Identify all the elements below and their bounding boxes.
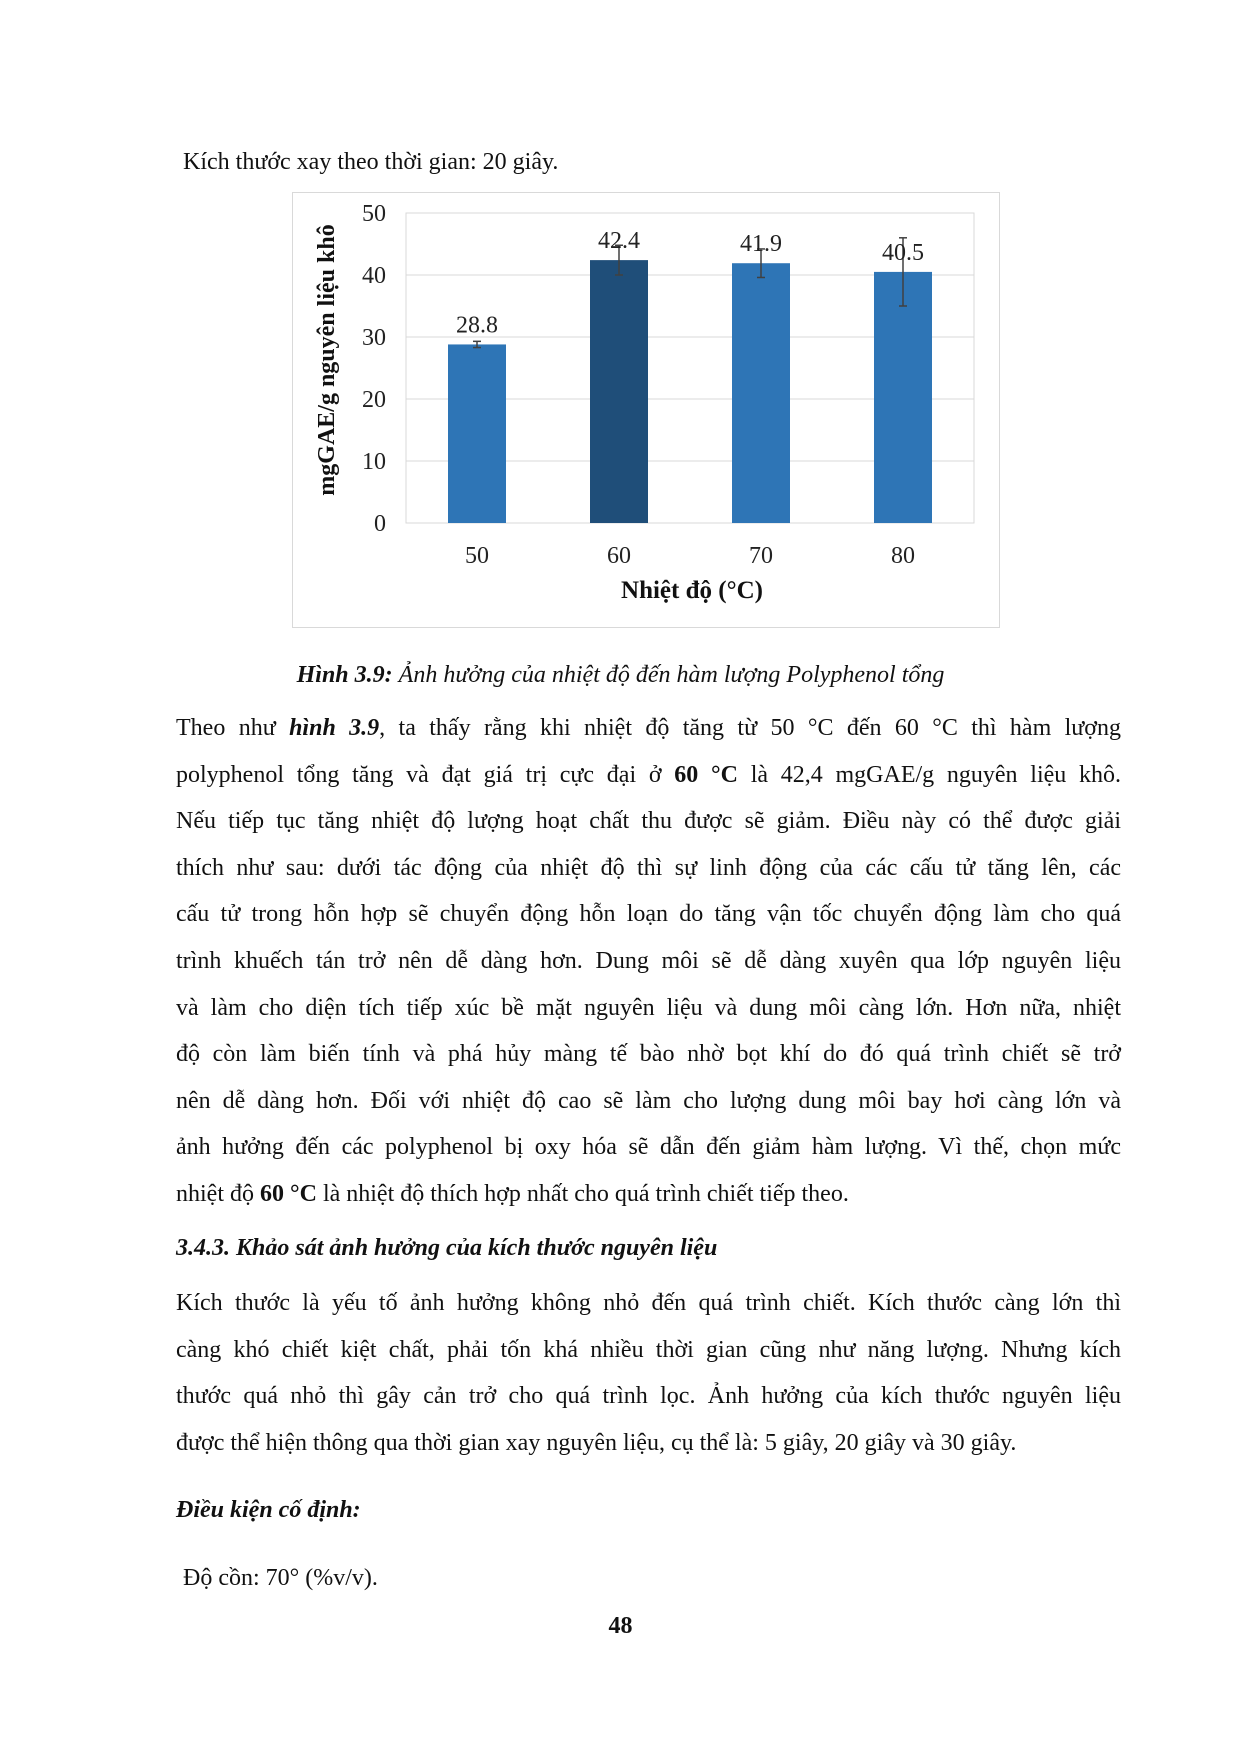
highlight-temperature: 60 °C [674,761,738,788]
body-paragraph-1 [176,710,1121,1223]
bar-chart [293,193,1001,629]
paragraph-line: thước quá nhỏ thì gây cản trở cho quá trình lọc. Ảnh hưởng của kích thước nguyên liệu [176,1383,1121,1410]
x-axis-title: Nhiệt độ (°C) [621,577,763,604]
bar [874,272,932,523]
paragraph-line: polyphenol tổng tăng và đạt giá trị cực đại ở 60 °C là 42,4 mgGAE/g nguyên liệu khô. [176,761,1122,788]
figure-chart [292,192,1000,628]
data-label: 28.8 [456,312,498,339]
paragraph-line: cấu tử trong hỗn hợp sẽ chuyển động hỗn loạn do tăng vận tốc chuyển động làm cho quá [176,901,1121,928]
paragraph-line: ảnh hưởng đến các polyphenol bị oxy hóa sẽ dẫn đến giảm hàm lượng. Vì thế, chọn mức [176,1134,1121,1161]
figure-caption-text: Ảnh hưởng của nhiệt độ đến hàm lượng Polyphenol tổng [392,662,945,688]
body-paragraph-2 [176,1285,1121,1471]
x-tick-label: 60 [607,543,631,569]
figure-caption-label: Hình 3.9: [296,662,393,688]
y-tick-label: 50 [362,201,386,227]
paragraph-line: càng khó chiết kiệt chất, phải tốn khá nhiều thời gian cũng như năng lượng. Nhưng kích [176,1336,1121,1363]
highlight-temperature: 60 °C [260,1180,317,1207]
data-label: 42.4 [598,228,640,255]
paragraph-line: thích như sau: dưới tác động của nhiệt độ thì sự linh động của các cấu tử tăng lên, các [176,854,1121,881]
paragraph-line: Nếu tiếp tục tăng nhiệt độ lượng hoạt chất thu được sẽ giảm. Điều này có thể được giải [176,808,1121,835]
x-tick-label: 80 [891,543,915,569]
y-tick-label: 20 [362,387,386,413]
bar [590,260,648,523]
conditions-line: Độ cồn: 70° (%v/v). [183,1565,378,1591]
figure-reference: hình 3.9 [289,715,380,741]
paragraph-line: nên dễ dàng hơn. Đối với nhiệt độ cao sẽ làm cho lượng dung môi bay hơi càng lớn và [176,1087,1121,1114]
page-number: 48 [608,1613,633,1639]
x-tick-label: 70 [749,543,773,569]
paragraph-line: và làm cho diện tích tiếp xúc bề mặt nguyên liệu và dung môi càng lớn. Hơn nữa, nhiệt [176,994,1121,1021]
paragraph-line: được thể hiện thông qua thời gian xay nguyên liệu, cụ thể là: 5 giây, 20 giây và 30 giây. [176,1429,1017,1456]
paragraph-line: Theo như hình 3.9, ta thấy rằng khi nhiệt độ tăng từ 50 °C đến 60 °C thì hàm lượng [176,715,1121,741]
paragraph-line: trình khuếch tán trở nên dễ dàng hơn. Dung môi sẽ dễ dàng xuyên qua lớp nguyên liệu [176,947,1121,974]
data-label: 41.9 [740,231,782,258]
figure-caption [0,662,1241,689]
y-tick-label: 10 [362,449,386,475]
data-label: 40.5 [882,239,924,266]
y-tick-label: 40 [362,263,386,289]
bar [732,263,790,523]
x-tick-label: 50 [465,543,489,569]
y-tick-label: 30 [362,325,386,351]
y-axis-title: mgGAE/g nguyên liệu khô [314,224,340,496]
section-heading: 3.4.3. Khảo sát ảnh hưởng của kích thước nguyên liệu [176,1235,718,1261]
y-tick-label: 0 [374,511,386,537]
conditions-heading: Điều kiện cố định: [176,1497,361,1523]
bar [448,344,506,523]
paragraph-line: Kích thước là yếu tố ảnh hưởng không nhỏ đến quá trình chiết. Kích thước càng lớn thì [176,1290,1121,1316]
paragraph-line: độ còn làm biến tính và phá hủy màng tế bào nhờ bọt khí do đó quá trình chiết sẽ trở [176,1041,1121,1068]
intro-line: Kích thước xay theo thời gian: 20 giây. [183,149,559,175]
paragraph-line: nhiệt độ 60 °C là nhiệt độ thích hợp nhất cho quá trình chiết tiếp theo. [176,1180,849,1207]
